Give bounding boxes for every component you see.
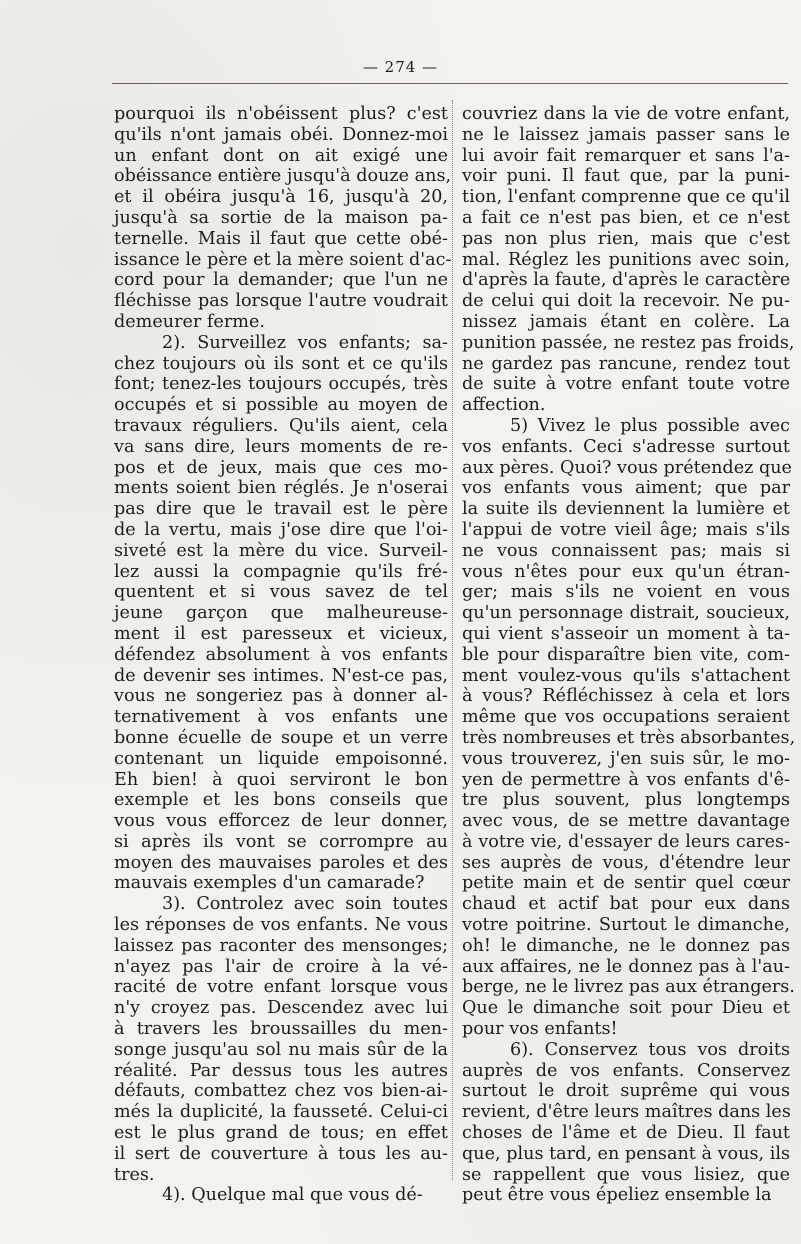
page-number: — 274 — [362, 58, 439, 76]
column-divider [452, 100, 453, 1180]
text-line: de la vertu, mais j'ose dire que l'oi- [114, 519, 448, 540]
text-line: auprès de vos enfants. Conservez [462, 1060, 790, 1081]
text-line: a fait ce n'est pas bien, et ce n'est [462, 207, 790, 228]
text-line: l'appui de votre vieil âge; mais s'ils [462, 519, 790, 540]
text-line: issance le père et la mère soient d'ac- [114, 249, 452, 270]
text-line: aux affaires, ne le donnez pas à l'au- [462, 956, 790, 977]
text-line: songe jusqu'au sol nu mais sûr de la [114, 1039, 448, 1060]
text-line: même que vos occupations seraient [462, 707, 790, 728]
text-line: défendez absolument à vos enfants [114, 644, 448, 665]
text-line: vous ne songeriez pas à donner al- [114, 686, 448, 707]
text-line: à travers les broussailles du men- [114, 1019, 448, 1040]
text-line: chez toujours où ils sont et ce qu'ils [114, 353, 448, 374]
text-line: chaud et actif bat pour eux dans [462, 894, 790, 915]
text-line: vous n'êtes pour eux qu'un étran- [462, 561, 790, 582]
text-line: punition passée, ne restez pas froids, [462, 332, 795, 353]
text-line: réalité. Par dessus tous les autres [114, 1060, 448, 1081]
text-line: 5) Vivez le plus possible avec [510, 415, 790, 436]
text-line: petite main et de sentir quel cœur [462, 873, 790, 894]
text-line: ger; mais s'ils ne voient en vous [462, 582, 790, 603]
text-line: votre poitrine. Surtout le dimanche, [462, 915, 790, 936]
text-line: tre plus souvent, plus longtemps [462, 790, 790, 811]
text-line: mauvais exemples d'un camarade? [114, 873, 425, 894]
text-line: vos enfants vous aiment; que par [462, 478, 790, 499]
text-line: ne gardez pas rancune, rendez tout [462, 353, 790, 374]
text-line: va sans dire, leurs moments de re- [114, 436, 448, 457]
text-line: un enfant dont on ait exigé une [114, 145, 448, 166]
text-line: et il obéira jusqu'à 16, jusqu'à 20, [114, 187, 448, 208]
text-line: mal. Réglez les punitions avec soin, [462, 249, 790, 270]
text-line: choses de l'âme et de Dieu. Il faut [462, 1123, 790, 1144]
text-line: occupés et si possible au moyen de [114, 395, 448, 416]
text-line: exemple et les bons conseils que [114, 790, 448, 811]
text-line: si après ils vont se corrompre au [114, 831, 448, 852]
text-line: 6). Conservez tous vos droits [510, 1039, 790, 1060]
text-line: 3). Controlez avec soin toutes [162, 894, 448, 915]
text-line: se rappellent que vous lisiez, que [462, 1164, 790, 1185]
text-line: jusqu'à sa sortie de la maison pa- [114, 207, 448, 228]
text-line: tres. [114, 1164, 155, 1185]
text-line: couvriez dans la vie de votre enfant, [462, 104, 790, 124]
text-line: jeune garçon que malheureuse- [114, 603, 448, 624]
text-line: pos et de jeux, mais que ces mo- [114, 457, 448, 478]
text-line: Que le dimanche soit pour Dieu et [462, 998, 790, 1019]
text-line: ne vous connaissent pas; mais si [462, 540, 790, 561]
text-line: ne le laissez jamais passer sans le [462, 124, 790, 145]
text-line: nissez jamais étant en colère. La [462, 311, 790, 332]
text-line: peut être vous épeliez ensemble la [462, 1185, 772, 1206]
text-line: ments soient bien réglés. Je n'oserai [114, 478, 448, 499]
text-line: font; tenez-les toujours occupés, très [114, 374, 448, 395]
text-line: surtout le droit suprême qui vous [462, 1081, 790, 1102]
text-line: demeurer ferme. [114, 311, 265, 332]
text-line: siveté est la mère du vice. Surveil- [114, 540, 448, 561]
text-line: fléchisse pas lorsque l'autre voudrait [114, 291, 448, 312]
text-line: 2). Surveillez vos enfants; sa- [162, 332, 448, 353]
text-line: de celui qui doit la recevoir. Ne pu- [462, 291, 790, 312]
text-line: obéissance entière jusqu'à douze ans, [114, 166, 452, 187]
text-line: qu'ils n'ont jamais obéi. Donnez-moi [114, 124, 448, 145]
text-line: ble pour disparaître bien vite, com- [462, 644, 790, 665]
text-line: laissez pas raconter des mensonges; [114, 935, 448, 956]
text-line: de devenir ses intimes. N'est-ce pas, [114, 665, 448, 686]
text-line: ternativement à vos enfants une [114, 707, 448, 728]
text-line: la suite ils deviennent la lumière et [462, 499, 790, 520]
text-line: défauts, combattez chez vos bien-ai- [114, 1081, 448, 1102]
text-line: que, plus tard, en pensant à vous, ils [462, 1143, 790, 1164]
text-line: Eh bien! à quoi serviront le bon [114, 769, 448, 790]
text-line: ternelle. Mais il faut que cette obé- [114, 228, 448, 249]
text-line: tion, l'enfant comprenne que ce qu'il [462, 187, 791, 208]
text-line: les réponses de vos enfants. Ne vous [114, 915, 448, 936]
text-line: berge, ne le livrez pas aux étrangers. [462, 977, 795, 998]
text-line: 4). Quelque mal que vous dé- [162, 1185, 423, 1206]
text-line: à vous? Réfléchissez à cela et lors [462, 686, 790, 707]
text-line: qu'un personnage distrait, soucieux, [462, 603, 790, 624]
text-line: vos enfants. Ceci s'adresse surtout [462, 436, 790, 457]
right-column [462, 104, 796, 1206]
text-line: très nombreuses et très absorbantes, [462, 727, 796, 748]
text-line: voir puni. Il faut que, par la puni- [462, 166, 790, 187]
text-line: lui avoir fait remarquer et sans l'a- [462, 145, 790, 166]
text-line: lez aussi la compagnie qu'ils fré- [114, 561, 448, 582]
text-line: bonne écuelle de soupe et un verre [114, 727, 448, 748]
text-line: quentent et si vous savez de tel [114, 582, 448, 603]
text-line: affection. [462, 395, 546, 416]
left-column [114, 104, 452, 1206]
text-line: oh! le dimanche, ne le donnez pas [462, 935, 790, 956]
text-line: qui vient s'asseoir un moment à ta- [462, 623, 790, 644]
text-line: aux pères. Quoi? vous prétendez que [462, 457, 792, 478]
text-line: pas non plus rien, mais que c'est [462, 228, 790, 249]
text-line: n'y croyez pas. Descendez avec lui [114, 998, 448, 1019]
text-line: travaux réguliers. Qu'ils aient, cela [114, 415, 448, 436]
text-line: racité de votre enfant lorsque vous [114, 977, 448, 998]
text-line: est le plus grand de tous; en effet [114, 1123, 448, 1144]
text-line: n'ayez pas l'air de croire à la vé- [114, 956, 448, 977]
text-line: de suite à votre enfant toute votre [462, 374, 790, 395]
text-line: pas dire que le travail est le père [114, 499, 448, 520]
text-line: ment il est paresseux et vicieux, [114, 623, 448, 644]
text-line: vous vous efforcez de leur donner, [114, 811, 448, 832]
text-line: moyen des mauvaises paroles et des [114, 852, 448, 873]
text-line: pour vos enfants! [462, 1019, 618, 1040]
text-line: revient, d'être leurs maîtres dans les [462, 1102, 791, 1123]
text-line: cord pour la demander; que l'un ne [114, 270, 448, 291]
text-line: vous trouverez, j'en suis sûr, le mo- [462, 748, 790, 769]
text-line: més la duplicité, la fausseté. Celui-ci [114, 1102, 448, 1123]
header-rule [112, 83, 788, 84]
text-line: ses auprès de vous, d'étendre leur [462, 852, 790, 873]
text-line: ment voulez-vous qu'ils s'attachent [462, 665, 790, 686]
text-line: il sert de couverture à tous les au- [114, 1143, 448, 1164]
text-line: contenant un liquide empoisonné. [114, 748, 448, 769]
text-line: à votre vie, d'essayer de leurs cares- [462, 831, 790, 852]
text-line: pourquoi ils n'obéissent plus? c'est [114, 104, 448, 124]
text-line: yen de permettre à vos enfants d'ê- [462, 769, 790, 790]
text-line: d'après la faute, d'après le caractère [462, 270, 791, 291]
text-line: avec vous, de se mettre davantage [462, 811, 790, 832]
